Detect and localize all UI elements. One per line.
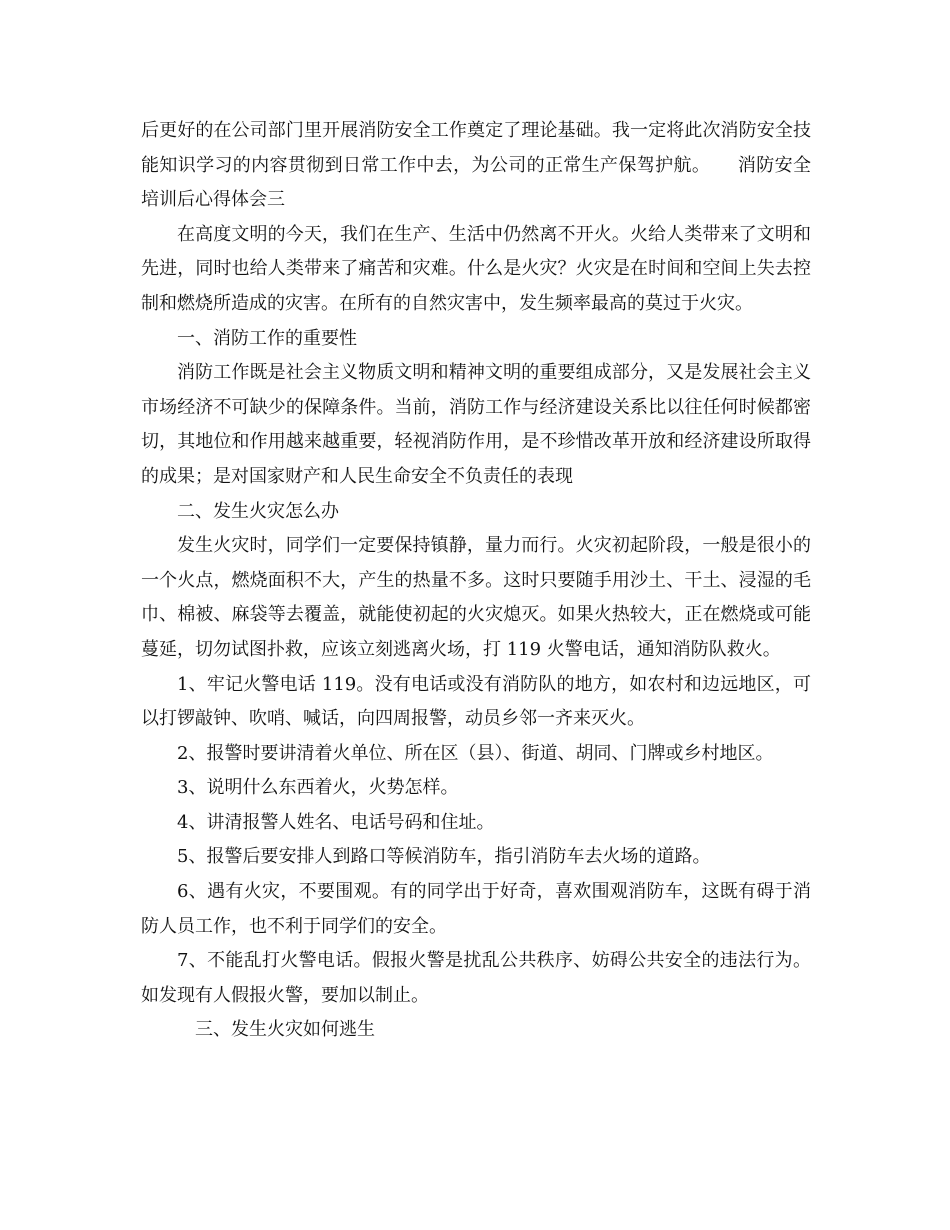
- list-item-2: 2、报警时要讲清着火单位、所在区（县）、街道、胡同、门牌或乡村地区。: [177, 742, 774, 764]
- paragraph-what-to-do: 发生火灾时，同学们一定要保持镇静，量力而行。火灾初起阶段，一般是很小的一个火点，燃烧面积不大，产生的热量不多。这时只要随手用沙土、干土、浸湿的毛巾、棉被、麻袋等去覆盖，就能使初起的火灾熄灭。如果火热较大，正在燃烧或可能蔓延，切勿试图扑救，应该立刻逃离火场，打 119 火警电话，通知消防队救火。: [141, 535, 811, 660]
- list-item-5: 5、报警后要安排人到路口等候消防车，指引消防车去火场的道路。: [177, 846, 711, 868]
- paragraph-continuation: 后更好的在公司部门里开展消防安全工作奠定了理论基础。我一定将此次消防安全技能知识学习的内容贯彻到日常工作中去，为公司的正常生产保驾护航。 消防安全培训后心得体会三: [141, 120, 811, 211]
- list-item-4: 4、讲清报警人姓名、电话号码和住址。: [177, 811, 495, 833]
- paragraph-intro: 在高度文明的今天，我们在生产、生活中仍然离不开火。火给人类带来了文明和先进，同时也给人类带来了痛苦和灾难。什么是火灾？火灾是在时间和空间上失去控制和燃烧所造成的灾害。在所有的自然灾害中，发生频率最高的莫过于火灾。: [141, 223, 811, 314]
- list-item-6: 6、遇有火灾，不要围观。有的同学出于好奇，喜欢围观消防车，这既有碍于消防人员工作，也不利于同学们的安全。: [141, 881, 811, 937]
- list-item-7: 7、不能乱打火警电话。假报火警是扰乱公共秩序、妨碍公共安全的违法行为。如发现有人假报火警，要加以制止。: [141, 950, 811, 1006]
- paragraph-importance: 消防工作既是社会主义物质文明和精神文明的重要组成部分，又是发展社会主义市场经济不可缺少的保障条件。当前，消防工作与经济建设关系比以往任何时候都密切，其地位和作用越来越重要，轻视消防作用，是不珍惜改革开放和经济建设所取得的成果；是对国家财产和人民生命安全不负责任的表现: [141, 362, 811, 487]
- list-item-1: 1、牢记火警电话 119。没有电话或没有消防队的地方，如农村和边远地区，可以打锣敲钟、吹哨、喊话，向四周报警，动员乡邻一齐来灭火。: [141, 673, 811, 730]
- section-heading-escape: 三、发生火灾如何逃生: [195, 1019, 375, 1041]
- section-heading-importance: 一、消防工作的重要性: [177, 327, 357, 349]
- document-body: [141, 114, 811, 1048]
- section-heading-what-to-do: 二、发生火灾怎么办: [177, 500, 339, 522]
- list-item-3: 3、说明什么东西着火，火势怎样。: [177, 777, 459, 799]
